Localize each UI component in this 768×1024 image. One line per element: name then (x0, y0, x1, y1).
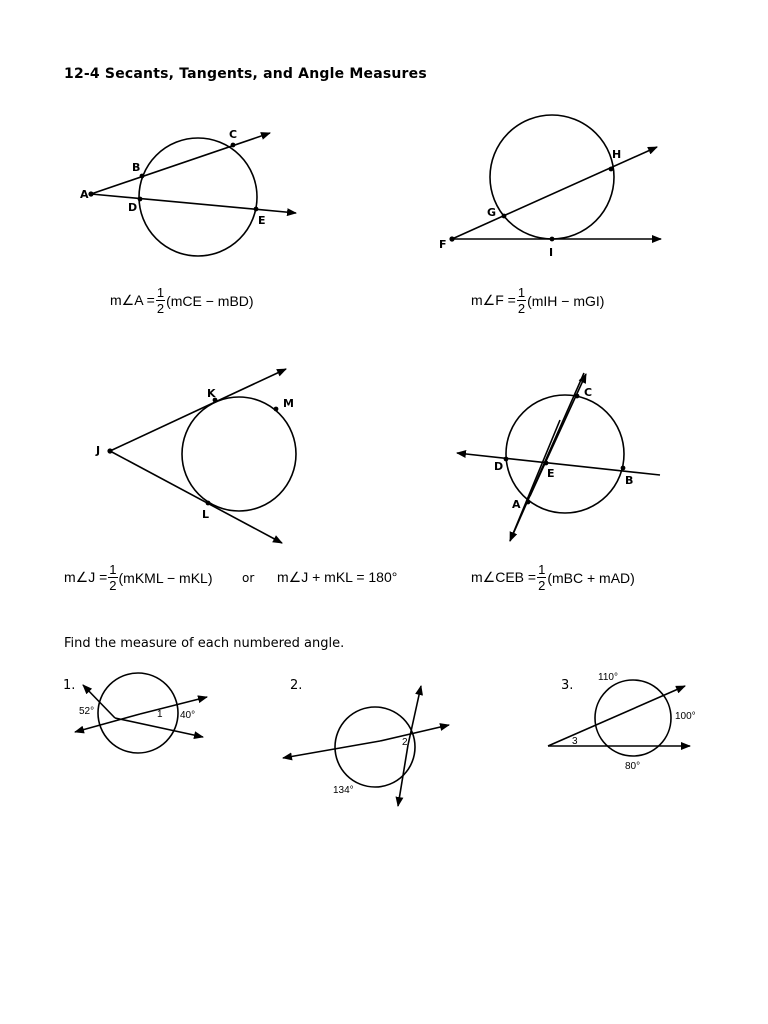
circle-p3 (595, 680, 671, 756)
label-i: I (549, 246, 554, 259)
diagram-intersecting-chords (457, 373, 660, 541)
instructions: Find the measure of each numbered angle. (64, 636, 345, 651)
p2-arc-134: 134° (333, 785, 354, 796)
p3-arc-80: 80° (625, 761, 641, 772)
label-c2: C (584, 386, 593, 399)
label-c: C (229, 128, 238, 141)
formula-secant-tangent: m∠F = $\frac{1}{2}$ (mIH − mGI) (471, 285, 605, 316)
p1-arc-40: 40° (180, 710, 196, 721)
label-m: M (283, 397, 294, 410)
circle-d1 (139, 138, 257, 256)
tangent-jk (110, 369, 286, 451)
line-db (457, 453, 660, 475)
problem-1-number: 1. (63, 678, 76, 693)
formula-two-secants: m∠A = $\frac{1}{2}$ (mCE − mBD) (110, 285, 254, 316)
label-b: B (132, 161, 141, 174)
label-e: E (258, 214, 266, 227)
label-l: L (202, 508, 210, 521)
label-a: A (80, 188, 89, 201)
problem-3-number: 3. (561, 678, 574, 693)
p1-angle-1: 1 (157, 709, 163, 720)
label-k: K (207, 387, 216, 400)
diagram-two-secants (91, 133, 296, 256)
circle-d3 (182, 397, 296, 511)
formula-two-tangents: m∠J = $\frac{1}{2}$ (mKML − mKL) (64, 562, 213, 593)
label-f: F (439, 238, 447, 251)
secant-fgh (452, 147, 657, 239)
diagram-secant-tangent (452, 115, 661, 239)
tangent-jl (110, 451, 282, 543)
p3-arc-100: 100° (675, 711, 696, 722)
label-e2: E (547, 467, 555, 480)
label-b2: B (625, 474, 634, 487)
label-h: H (612, 148, 622, 161)
circle-d2 (490, 115, 614, 239)
p2-angle-2: 2 (402, 737, 408, 748)
formula-or: or (242, 571, 255, 585)
page-title: 12-4 Secants, Tangents, and Angle Measures (64, 66, 427, 82)
p3-angle-3: 3 (572, 736, 578, 747)
p3-arc-110: 110° (598, 672, 618, 683)
p1-arc-52: 52° (79, 706, 95, 717)
label-g: G (487, 206, 497, 219)
label-d2: D (494, 460, 504, 473)
label-d: D (128, 201, 138, 214)
problem-2-number: 2. (290, 678, 303, 693)
label-a2: A (512, 498, 521, 511)
problem-2-diagram (283, 686, 449, 806)
secant-ade (91, 194, 296, 213)
label-j: J (96, 444, 101, 457)
formula-two-tangents-alt: m∠J + mKL = 180° (277, 569, 398, 585)
circle-d4 (506, 395, 624, 513)
secant-abc (91, 133, 270, 194)
formula-intersecting-chords: m∠CEB = $\frac{1}{2}$ (mBC + mAD) (471, 562, 635, 593)
